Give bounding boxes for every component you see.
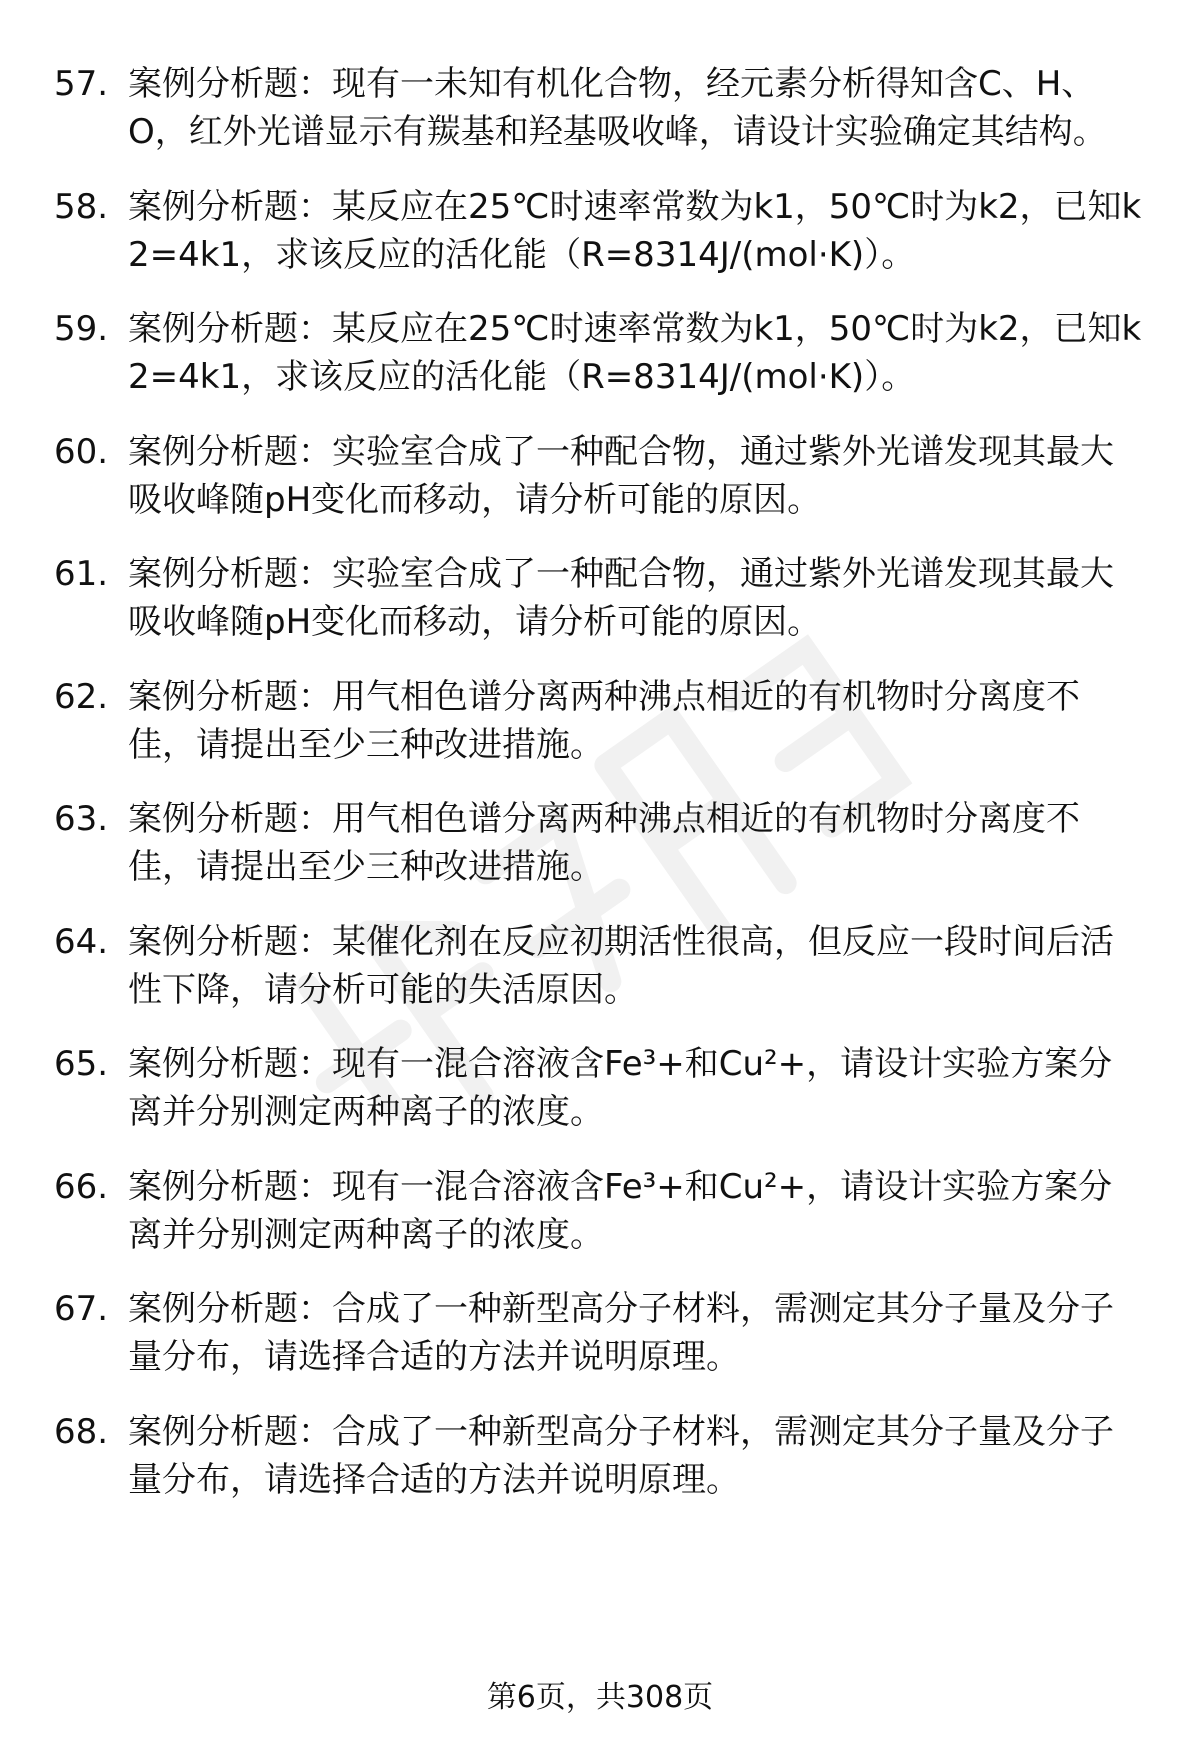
question-item	[54, 60, 1146, 156]
question-text: 案例分析题：合成了一种新型高分子材料，需测定其分子量及分子量分布，请选择合适的方法并说明原理。	[128, 1289, 1114, 1377]
question-item	[54, 183, 1146, 279]
question-number: 58.	[54, 186, 109, 227]
question-number: 67.	[54, 1289, 109, 1329]
question-text: 案例分析题：实验室合成了一种配合物，通过紫外光谱发现其最大吸收峰随pH变化而移动，请分析可能的原因。	[128, 554, 1114, 642]
question-item	[54, 918, 1146, 1014]
question-text: 案例分析题：某反应在25℃时速率常数为k1，50℃时为k2，已知k2=4k1，求该反应的活化能（R=8314J/(mol·K)）。	[128, 309, 1142, 397]
question-number: 57.	[54, 64, 109, 104]
question-item	[54, 1285, 1146, 1381]
question-number: 64.	[54, 921, 109, 962]
question-text: 案例分析题：用气相色谱分离两种沸点相近的有机物时分离度不佳，请提出至少三种改进措施。	[128, 676, 1080, 765]
question-item	[54, 1408, 1146, 1504]
question-item	[54, 673, 1146, 769]
question-item	[54, 550, 1146, 646]
question-text: 案例分析题：现有一混合溶液含Fe³+和Cu²+，请设计实验方案分离并分别测定两种离子的浓度。	[128, 1044, 1113, 1132]
question-item	[54, 428, 1146, 524]
question-number: 66.	[54, 1166, 109, 1207]
question-number: 63.	[54, 799, 109, 839]
question-text: 案例分析题：用气相色谱分离两种沸点相近的有机物时分离度不佳，请提出至少三种改进措施。	[128, 799, 1080, 887]
question-text: 案例分析题：现有一混合溶液含Fe³+和Cu²+，请设计实验方案分离并分别测定两种离子的浓度。	[128, 1166, 1113, 1255]
question-text: 案例分析题：某反应在25℃时速率常数为k1，50℃时为k2，已知k2=4k1，求该反应的活化能（R=8314J/(mol·K)）。	[128, 186, 1142, 275]
question-item	[54, 1040, 1146, 1136]
page-indicator: 第6页，共308页	[486, 1680, 714, 1715]
question-item	[54, 1163, 1146, 1259]
question-text: 案例分析题：合成了一种新型高分子材料，需测定其分子量及分子量分布，请选择合适的方法并说明原理。	[128, 1411, 1114, 1500]
question-number: 62.	[54, 676, 109, 717]
question-text: 案例分析题：现有一未知有机化合物，经元素分析得知含C、H、O，红外光谱显示有羰基和羟基吸收峰，请设计实验确定其结构。	[128, 64, 1107, 152]
question-number: 68.	[54, 1411, 109, 1452]
question-list	[54, 60, 1146, 1530]
question-text: 案例分析题：实验室合成了一种配合物，通过紫外光谱发现其最大吸收峰随pH变化而移动，请分析可能的原因。	[128, 431, 1114, 520]
question-number: 59.	[54, 309, 109, 349]
question-number: 65.	[54, 1044, 109, 1084]
question-text: 案例分析题：某催化剂在反应初期活性很高，但反应一段时间后活性下降，请分析可能的失活原因。	[128, 921, 1114, 1010]
question-number: 60.	[54, 431, 109, 472]
question-item	[54, 795, 1146, 891]
question-number: 61.	[54, 554, 109, 594]
question-item	[54, 305, 1146, 401]
